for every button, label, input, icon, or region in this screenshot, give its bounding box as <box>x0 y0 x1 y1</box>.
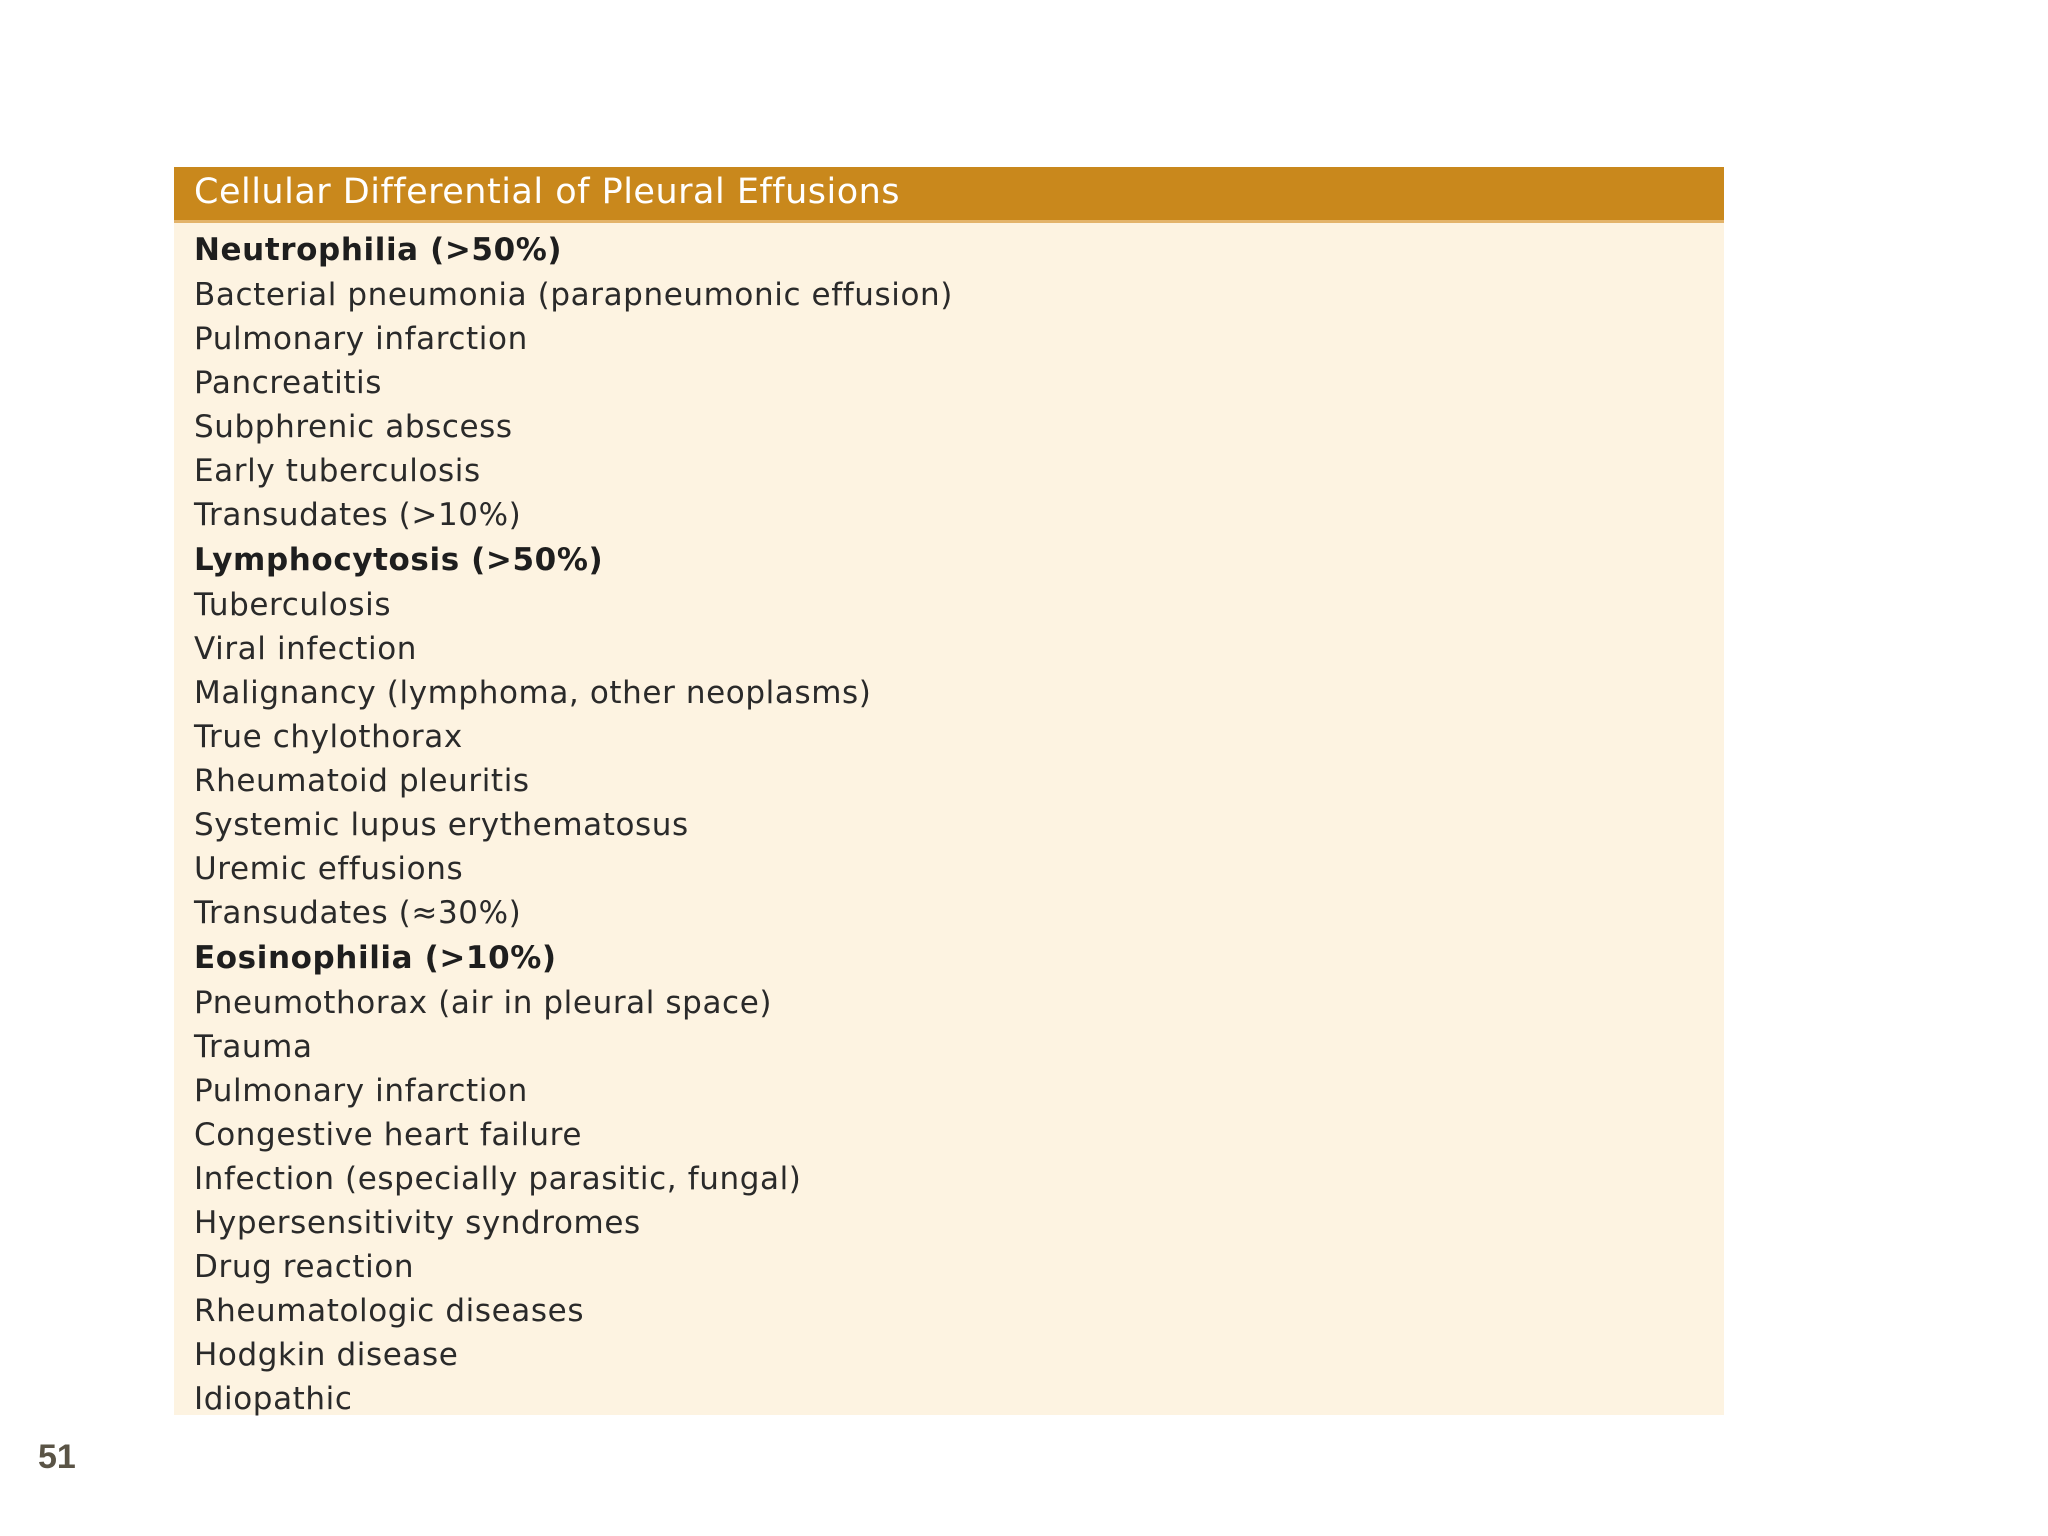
table-row: Pneumothorax (air in pleural space) <box>194 985 773 1021</box>
table-row: Uremic effusions <box>194 851 464 887</box>
table-row: Transudates (>10%) <box>194 497 522 533</box>
effusion-table <box>174 167 1724 1415</box>
table-row: Rheumatoid pleuritis <box>194 763 530 799</box>
category-heading: Neutrophilia (>50%) <box>194 232 563 268</box>
slide-number: 51 <box>38 1438 76 1476</box>
category-heading: Eosinophilia (>10%) <box>194 940 557 976</box>
table-row: Bacterial pneumonia (parapneumonic effusion) <box>194 277 953 313</box>
table-row: Subphrenic abscess <box>194 409 513 445</box>
table-row: Congestive heart failure <box>194 1117 582 1153</box>
table-row: Pulmonary infarction <box>194 1073 528 1109</box>
table-header <box>174 167 1724 223</box>
table-rows <box>174 223 1724 1421</box>
table-row: Transudates (≈30%) <box>194 895 522 931</box>
table-row: Malignancy (lymphoma, other neoplasms) <box>194 675 872 711</box>
table-row: Pulmonary infarction <box>194 321 528 357</box>
table-row: Pancreatitis <box>194 365 383 401</box>
table-row: Idiopathic <box>194 1381 353 1417</box>
table-row: Infection (especially parasitic, fungal) <box>194 1161 802 1197</box>
category-heading: Lymphocytosis (>50%) <box>194 542 604 578</box>
table-row: Drug reaction <box>194 1249 415 1285</box>
table-row: Tuberculosis <box>194 587 392 623</box>
table-title: Cellular Differential of Pleural Effusions <box>194 172 901 212</box>
table-row: True chylothorax <box>194 719 463 755</box>
table-row: Rheumatologic diseases <box>194 1293 585 1329</box>
table-row: Hypersensitivity syndromes <box>194 1205 641 1241</box>
table-row: Trauma <box>194 1029 313 1065</box>
table-row: Systemic lupus erythematosus <box>194 807 689 843</box>
table-row: Viral infection <box>194 631 418 667</box>
table-row: Hodgkin disease <box>194 1337 459 1373</box>
table-row: Early tuberculosis <box>194 453 481 489</box>
